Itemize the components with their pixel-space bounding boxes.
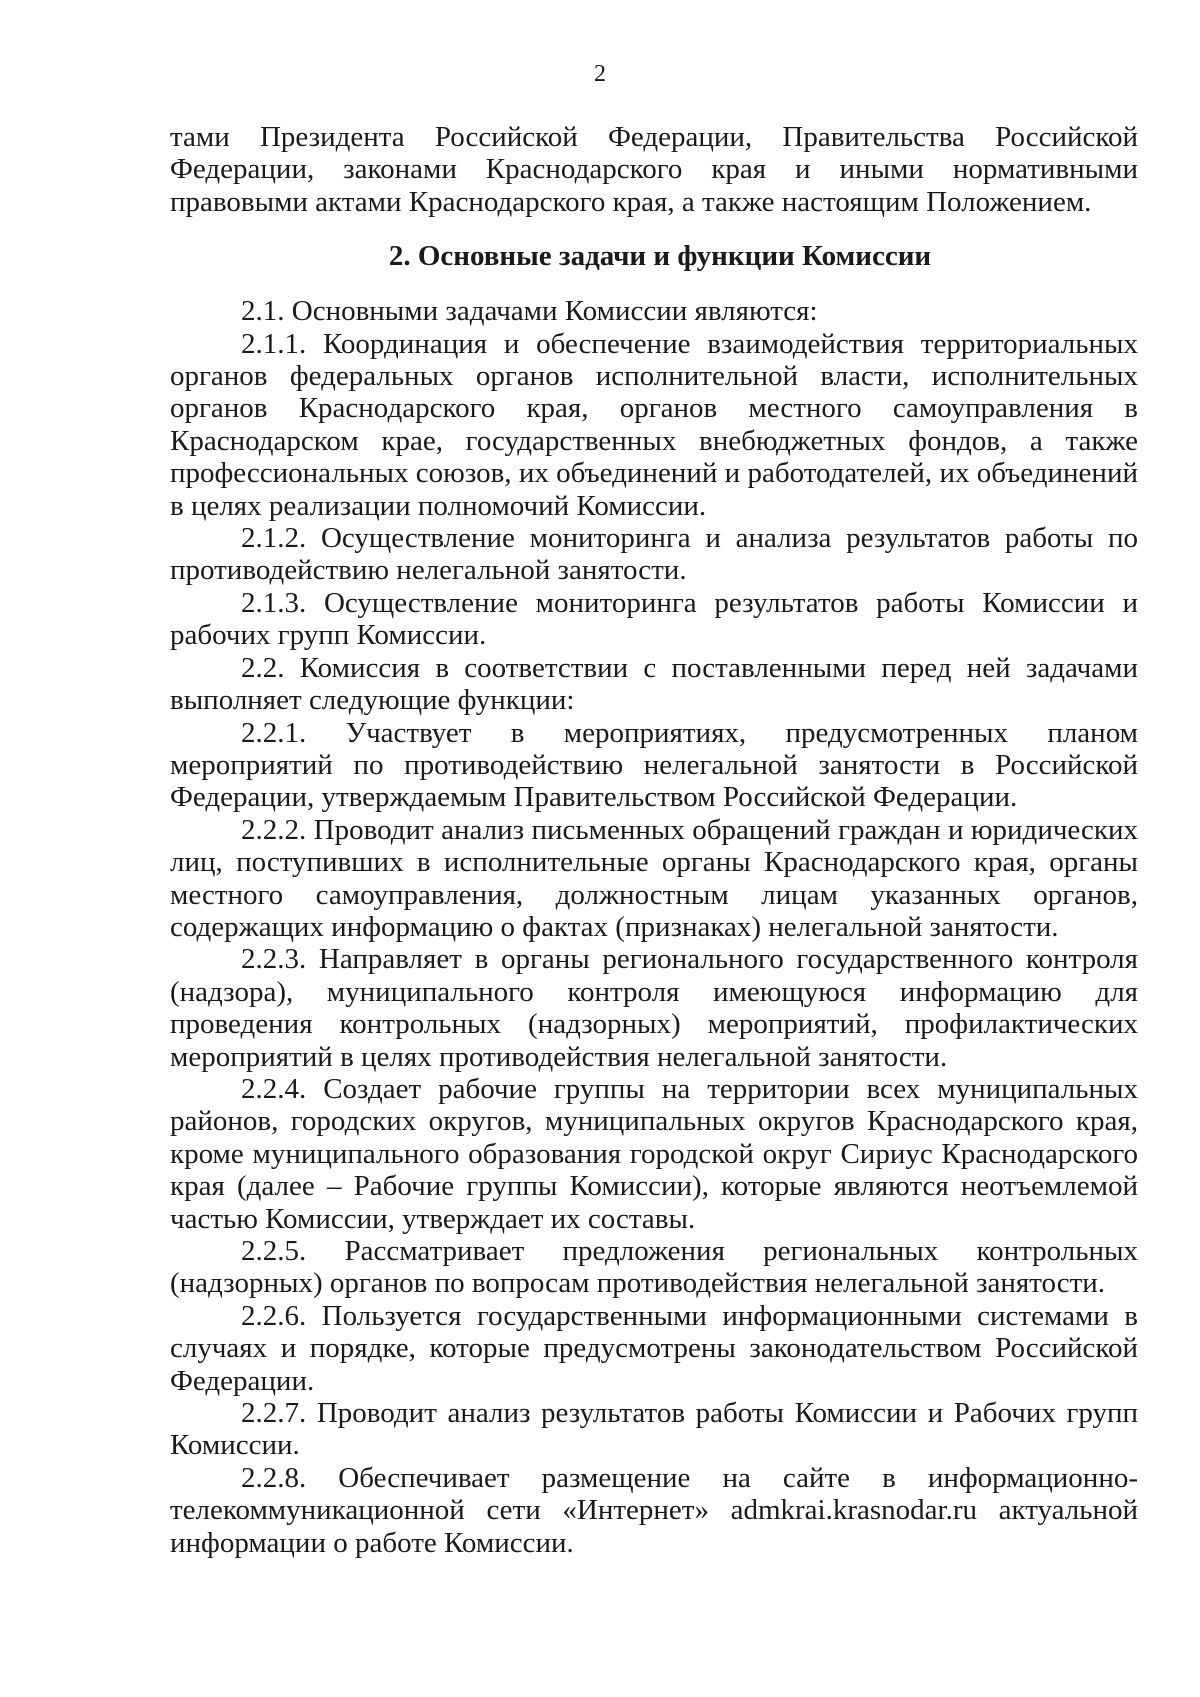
paragraph-2-2: 2.2. Комиссия в соответствии с поставленными перед ней задачами выполняет следующие функции: [170,651,1138,717]
paragraph-2-2-6: 2.2.6. Пользуется государственными информационными системами в случаях и порядке, которые предусмотрены законодательством Российской Федерации. [170,1299,1138,1397]
paragraph-2-1-3: 2.1.3. Осуществление мониторинга результатов работы Комиссии и рабочих групп Комиссии. [170,586,1138,652]
paragraph-2-2-5: 2.2.5. Рассматривает предложения региональных контрольных (надзорных) органов по вопросам противодействия нелегальной занятости. [170,1235,1138,1300]
section-heading: 2. Основные задачи и функции Комиссии [388,240,932,273]
paragraph-2-2-4: 2.2.4. Создает рабочие группы на территории всех муниципальных районов, городских округов, муниципальных округов Краснодарского края, кроме муниципального образования городской округ Сириус Краснодарского края (далее – Рабочие группы Комиссии), которые являются неотъемлемой частью Комиссии, утверждает их составы. [170,1072,1138,1235]
paragraph-2-2-2: 2.2.2. Проводит анализ письменных обращений граждан и юридических лиц, поступивших в исполнительные органы Краснодарского края, органы местного самоуправления, должностным лицам указанных органов, содержащих информацию о фактах (признаках) нелегальной занятости. [170,813,1138,943]
paragraph-2-2-1: 2.2.1. Участвует в мероприятиях, предусмотренных планом мероприятий по противодействию нелегальной занятости в Российской Федерации, утверждаемым Правительством Российской Федерации. [170,716,1138,814]
paragraph-2-2-7: 2.2.7. Проводит анализ результатов работы Комиссии и Рабочих групп Комиссии. [170,1397,1138,1462]
paragraph-2-1: 2.1. Основными задачами Комиссии являются: [241,295,818,328]
page-number: 2 [594,61,606,87]
paragraph-2-2-3: 2.2.3. Направляет в органы регионального государственного контроля (надзора), муниципального контроля имеющуюся информацию для проведения контрольных (надзорных) мероприятий, профилактических мероприятий в целях противодействия нелегальной занятости. [170,943,1138,1073]
paragraph-2-1-1: 2.1.1. Координация и обеспечение взаимодействия территориальных органов федеральных органов исполнительной власти, исполнительных органов Краснодарского края, органов местного самоуправления в Краснодарском крае, государственных внебюджетных фондов, а также профессиональных союзов, их объединений и работодателей, их объединений в целях реализации полномочий Комиссии. [170,327,1138,522]
paragraph-2-2-8: 2.2.8. Обеспечивает размещение на сайте в информационно-телекоммуникационной сети «Интернет» admkrai.krasnodar.ru актуальной информации о работе Комиссии. [170,1461,1138,1559]
document-body [170,121,1138,1559]
intro-paragraph: тами Президента Российской Федерации, Правительства Российской Федерации, законами Краснодарского края и иными нормативными правовыми актами Краснодарского края, а также настоящим Положением. [170,121,1138,218]
paragraph-2-1-2: 2.1.2. Осуществление мониторинга и анализа результатов работы по противодействию нелегальной занятости. [170,522,1138,587]
